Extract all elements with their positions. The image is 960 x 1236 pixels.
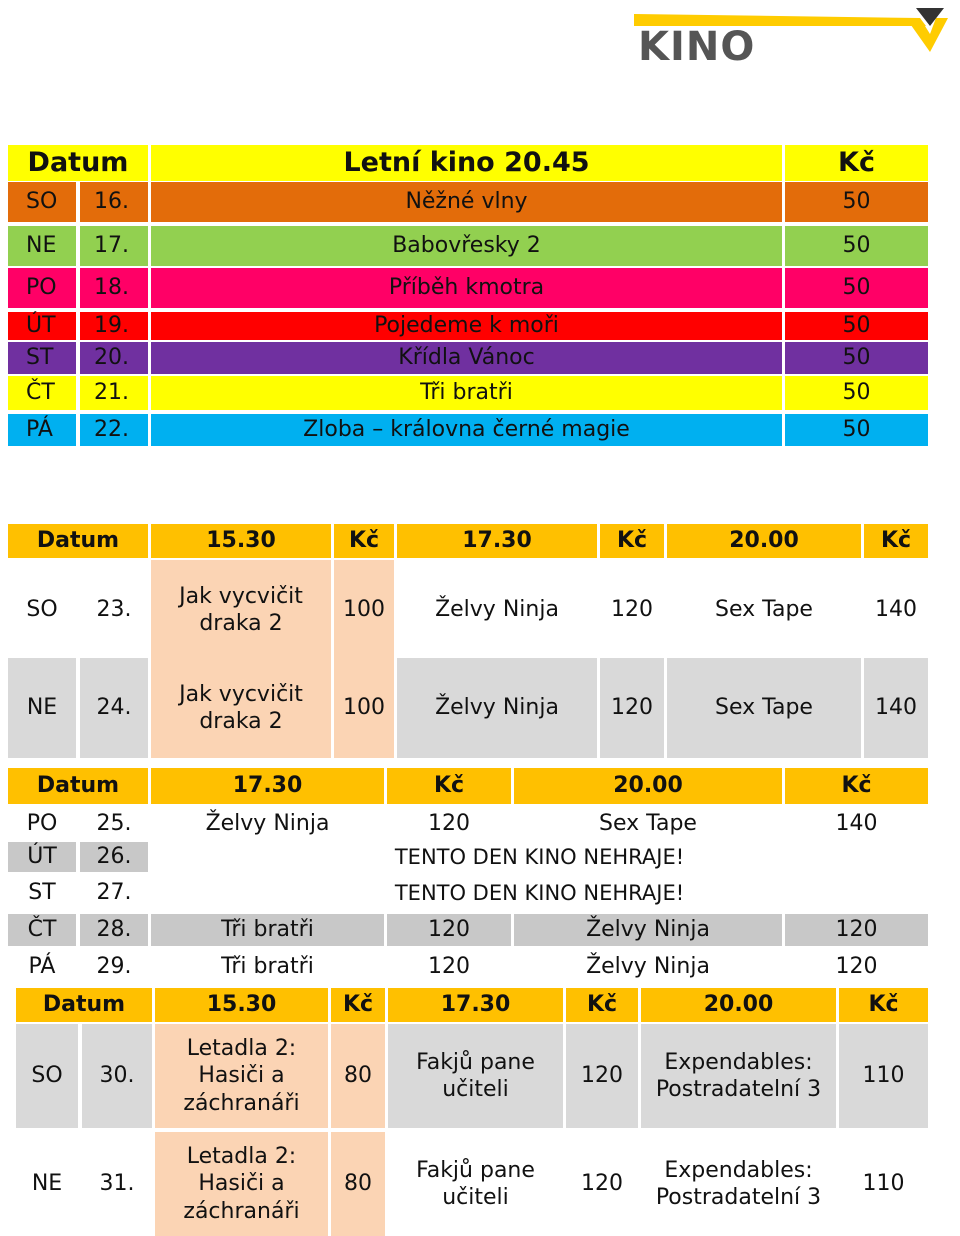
week-row-film-1: Želvy Ninja [205, 811, 330, 837]
week-header-datum: Datum [8, 768, 148, 804]
week-row-price-1: 120 [428, 811, 470, 837]
week-row-day: ČT [8, 914, 76, 946]
row-film-3: Expendables: Postradatelní 3 [641, 1024, 836, 1128]
week-header-time-2: 20.00 [514, 768, 782, 804]
header-price-3: Kč [839, 988, 928, 1022]
week-row-film-1: Tři bratři [221, 954, 314, 980]
summer-row-date: 17. [80, 226, 148, 266]
week-row-note: TENTO DEN KINO NEHRAJE! [394, 880, 685, 905]
summer-row-day: ST [8, 342, 76, 374]
header-time-1: 15.30 [151, 524, 331, 558]
summer-row-day: SO [8, 182, 76, 222]
summer-header-datum: Datum [8, 145, 148, 181]
summer-row-date: 18. [80, 268, 148, 308]
logo-text: KINO [638, 24, 756, 70]
summer-row-price: 50 [785, 268, 928, 308]
week-row-day: PO [26, 811, 58, 837]
summer-row-film: Zloba – královna černé magie [151, 414, 782, 446]
row-day: SO [16, 1024, 78, 1128]
summer-row-price: 50 [785, 226, 928, 266]
header-time-1: 15.30 [155, 988, 328, 1022]
row-film-2: Želvy Ninja [435, 597, 559, 623]
week-row-film-2: Sex Tape [599, 811, 697, 837]
summer-row-price: 50 [785, 312, 928, 340]
summer-row-date: 20. [80, 342, 148, 374]
row-date: 23. [96, 597, 132, 623]
summer-row-day: NE [8, 226, 76, 266]
row-date: 30. [82, 1024, 152, 1128]
week-row-date: 25. [96, 811, 132, 837]
row-date: 31. [99, 1171, 135, 1197]
row-film-3: Expendables: Postradatelní 3 [655, 1157, 822, 1210]
summer-row-day: PÁ [8, 414, 76, 446]
summer-row-film: Babovřesky 2 [151, 226, 782, 266]
week-row-film-2: Želvy Ninja [514, 914, 782, 946]
week-header-price-1: Kč [387, 768, 511, 804]
summer-row-date: 16. [80, 182, 148, 222]
week-row-date: 28. [80, 914, 148, 946]
header-time-3: 20.00 [667, 524, 861, 558]
week-row-price-1: 120 [387, 914, 511, 946]
summer-row-price: 50 [785, 376, 928, 410]
summer-row-day: PO [8, 268, 76, 308]
summer-row-film: Pojedeme k moři [151, 312, 782, 340]
week-row-price-1: 120 [428, 954, 470, 980]
row-price-1: 100 [334, 560, 394, 660]
row-day: NE [31, 1171, 63, 1197]
week-header-time-1: 17.30 [151, 768, 384, 804]
summer-row-date: 21. [80, 376, 148, 410]
row-day: NE [8, 658, 76, 758]
summer-row-film: Něžné vlny [151, 182, 782, 222]
row-film-2: Želvy Ninja [397, 658, 597, 758]
week-row-price-2: 120 [785, 914, 928, 946]
header-time-2: 17.30 [388, 988, 563, 1022]
header-datum: Datum [8, 524, 148, 558]
week-row-price-2: 140 [835, 811, 878, 837]
row-date: 24. [80, 658, 148, 758]
summer-row-price: 50 [785, 182, 928, 222]
week-header-price-2: Kč [785, 768, 928, 804]
row-film-1: Jak vycvičit draka 2 [151, 658, 331, 758]
week-row-date: 29. [96, 954, 132, 980]
week-row-note: TENTO DEN KINO NEHRAJE! [394, 844, 685, 869]
row-film-2: Fakjů pane učiteli [388, 1024, 563, 1128]
row-film-1: Jak vycvičit draka 2 [151, 560, 331, 660]
summer-row-price: 50 [785, 342, 928, 374]
header-price-3: Kč [864, 524, 928, 558]
week-row-date: 26. [80, 842, 148, 872]
header-price-1: Kč [334, 524, 394, 558]
row-price-1: 100 [334, 658, 394, 758]
summer-header-price: Kč [785, 145, 928, 181]
row-film-3: Sex Tape [667, 658, 861, 758]
summer-row-day: ČT [8, 376, 76, 410]
summer-row-film: Křídla Vánoc [151, 342, 782, 374]
week-row-day: ST [28, 880, 56, 906]
row-film-2: Fakjů pane učiteli [416, 1157, 535, 1210]
header-price-2: Kč [566, 988, 638, 1022]
summer-row-price: 50 [785, 414, 928, 446]
row-price-2: 120 [611, 597, 653, 623]
summer-row-date: 19. [80, 312, 148, 340]
row-price-2: 120 [566, 1024, 638, 1128]
header-price-1: Kč [331, 988, 385, 1022]
week-row-day: PÁ [28, 954, 56, 980]
row-day: SO [26, 597, 58, 623]
row-price-3: 110 [839, 1024, 928, 1128]
summer-row-film: Tři bratři [151, 376, 782, 410]
row-film-1: Letadla 2: Hasiči a záchranáři [155, 1024, 328, 1128]
summer-row-date: 22. [80, 414, 148, 446]
row-film-1: Letadla 2: Hasiči a záchranáři [155, 1132, 328, 1236]
row-film-3: Sex Tape [715, 597, 813, 623]
row-price-1: 80 [331, 1024, 385, 1128]
summer-header-title: Letní kino 20.45 [151, 145, 782, 181]
summer-row-film: Příběh kmotra [151, 268, 782, 308]
week-row-day: ÚT [8, 842, 76, 872]
week-row-film-1: Tři bratři [151, 914, 384, 946]
row-price-2: 120 [600, 658, 664, 758]
header-time-2: 17.30 [397, 524, 597, 558]
week-row-film-2: Želvy Ninja [586, 954, 710, 980]
row-price-3: 140 [875, 597, 917, 623]
header-time-3: 20.00 [641, 988, 836, 1022]
row-price-2: 120 [581, 1171, 623, 1197]
week-row-price-2: 120 [835, 954, 878, 980]
week-row-date: 27. [96, 880, 132, 906]
summer-row-day: ÚT [8, 312, 76, 340]
header-datum: Datum [16, 988, 152, 1022]
header-price-2: Kč [600, 524, 664, 558]
row-price-3: 140 [864, 658, 928, 758]
row-price-1: 80 [331, 1132, 385, 1236]
row-price-3: 110 [862, 1171, 905, 1197]
